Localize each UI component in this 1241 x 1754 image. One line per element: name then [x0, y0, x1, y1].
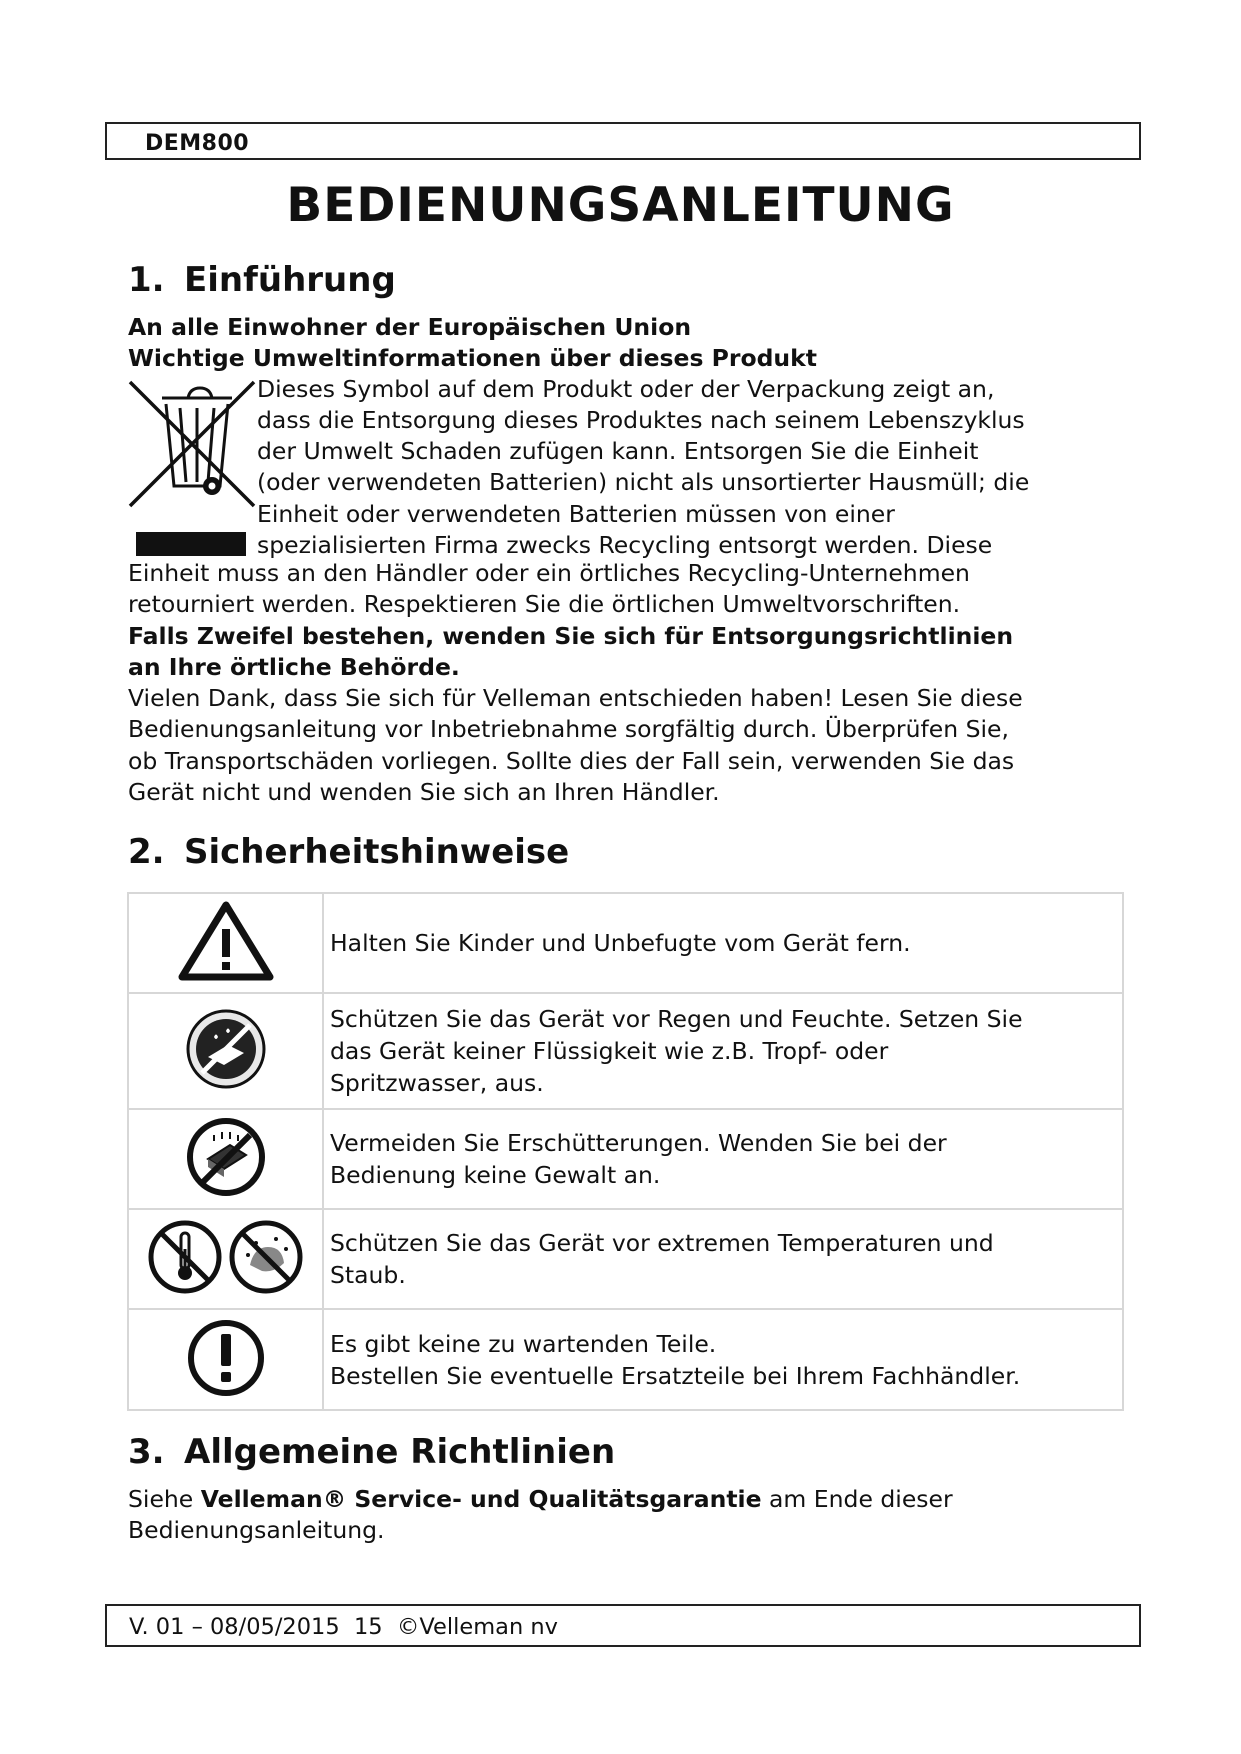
- safety-text-line: Halten Sie Kinder und Unbefugte vom Gerät fern.: [330, 929, 911, 957]
- safety-row: [128, 993, 1123, 1109]
- safety-row: [128, 1209, 1123, 1309]
- footer-box: [105, 1604, 1141, 1647]
- safety-icon-cell: [128, 1309, 323, 1410]
- warranty-reference: Velleman® Service- und Qualitätsgarantie: [200, 1485, 762, 1513]
- safety-text-cell: [323, 993, 1123, 1109]
- safety-text-line: Bedienung keine Gewalt an.: [330, 1161, 661, 1189]
- no-water-icon: [184, 1007, 268, 1091]
- safety-icon-cell: [128, 1109, 323, 1209]
- section-heading-safety: [128, 832, 569, 872]
- intro-bold-line: an Ihre örtliche Behörde.: [128, 653, 460, 681]
- thanks-text-line: Gerät nicht und wenden Sie sich an Ihren Händler.: [128, 778, 720, 806]
- footer-text: V. 01 – 08/05/2015 15 ©Velleman nv: [129, 1614, 558, 1640]
- safety-text-line: das Gerät keiner Flüssigkeit wie z.B. Tropf- oder: [330, 1037, 889, 1065]
- general-text-line: Bedienungsanleitung.: [128, 1516, 385, 1544]
- intro-bold-line: Falls Zweifel bestehen, wenden Sie sich für Entsorgungsrichtlinien: [128, 622, 1014, 650]
- thanks-text-line: Vielen Dank, dass Sie sich für Velleman entschieden haben! Lesen Sie diese: [128, 684, 1023, 712]
- thanks-text-line: ob Transportschäden vorliegen. Sollte dies der Fall sein, verwenden Sie das: [128, 747, 1015, 775]
- general-suffix: am Ende dieser: [761, 1485, 953, 1513]
- safety-text-cell: [323, 893, 1123, 993]
- safety-text-line: Schützen Sie das Gerät vor extremen Temperaturen und: [330, 1229, 994, 1257]
- section-heading-introduction: [128, 260, 396, 300]
- general-prefix: Siehe: [128, 1485, 201, 1513]
- safety-icon-cell: [128, 993, 323, 1109]
- intro-text-line: spezialisierten Firma zwecks Recycling entsorgt werden. Diese: [257, 531, 993, 559]
- intro-text-line: Einheit oder verwendeten Batterien müssen von einer: [257, 500, 895, 528]
- no-shock-icon: [184, 1115, 268, 1199]
- safety-text-cell: [323, 1309, 1123, 1410]
- safety-text-line: Vermeiden Sie Erschütterungen. Wenden Sie bei der: [330, 1129, 947, 1157]
- exclamation-circle-icon: [184, 1316, 268, 1400]
- safety-row: [128, 1109, 1123, 1209]
- safety-table: [127, 892, 1124, 1411]
- intro-text-line: (oder verwendeten Batterien) nicht als unsortierter Hausmüll; die: [257, 468, 1030, 496]
- header-box: [105, 122, 1141, 160]
- safety-text-line: Spritzwasser, aus.: [330, 1069, 544, 1097]
- eu-heading: An alle Einwohner der Europäischen Union: [128, 313, 692, 341]
- warning-triangle-icon: [176, 899, 276, 983]
- environment-heading: Wichtige Umweltinformationen über dieses Produkt: [128, 344, 818, 372]
- thanks-text-line: Bedienungsanleitung vor Inbetriebnahme sorgfältig durch. Überprüfen Sie,: [128, 715, 1009, 743]
- model-number: DEM800: [145, 131, 250, 156]
- weee-bin-icon: [128, 378, 256, 558]
- safety-text-line: Es gibt keine zu wartenden Teile.: [330, 1329, 717, 1358]
- no-temperature-icon: [147, 1217, 223, 1297]
- no-dust-icon: [228, 1217, 304, 1297]
- intro-text-line: der Umwelt Schaden zufügen kann. Entsorgen Sie die Einheit: [257, 437, 979, 465]
- safety-icon-cell: [128, 893, 323, 993]
- section-number: 1.: [128, 260, 165, 300]
- safety-text-cell: [323, 1109, 1123, 1209]
- section-number: 3.: [128, 1432, 165, 1472]
- safety-row: [128, 1309, 1123, 1410]
- intro-text-line: Dieses Symbol auf dem Produkt oder der Verpackung zeigt an,: [257, 375, 995, 403]
- intro-text-line: retourniert werden. Respektieren Sie die örtlichen Umweltvorschriften.: [128, 590, 961, 618]
- safety-row: [128, 893, 1123, 993]
- section-heading-general: [128, 1432, 615, 1472]
- intro-text-line: Einheit muss an den Händler oder ein örtliches Recycling-Unternehmen: [128, 559, 970, 587]
- intro-text-line: dass die Entsorgung dieses Produktes nach seinem Lebenszyklus: [257, 406, 1025, 434]
- safety-text-cell: [323, 1209, 1123, 1309]
- section-title: Allgemeine Richtlinien: [184, 1432, 616, 1472]
- general-text-line: [128, 1485, 953, 1513]
- safety-icon-cell: [128, 1209, 323, 1309]
- page-title: BEDIENUNGSANLEITUNG: [286, 178, 955, 233]
- safety-text-line: Schützen Sie das Gerät vor Regen und Feuchte. Setzen Sie: [330, 1005, 1023, 1033]
- safety-text-line: Bestellen Sie eventuelle Ersatzteile bei Ihrem Fachhändler.: [330, 1361, 1021, 1390]
- section-title: Sicherheitshinweise: [184, 832, 570, 872]
- section-number: 2.: [128, 832, 165, 872]
- section-title: Einführung: [184, 260, 396, 300]
- safety-text-line: Staub.: [330, 1261, 406, 1289]
